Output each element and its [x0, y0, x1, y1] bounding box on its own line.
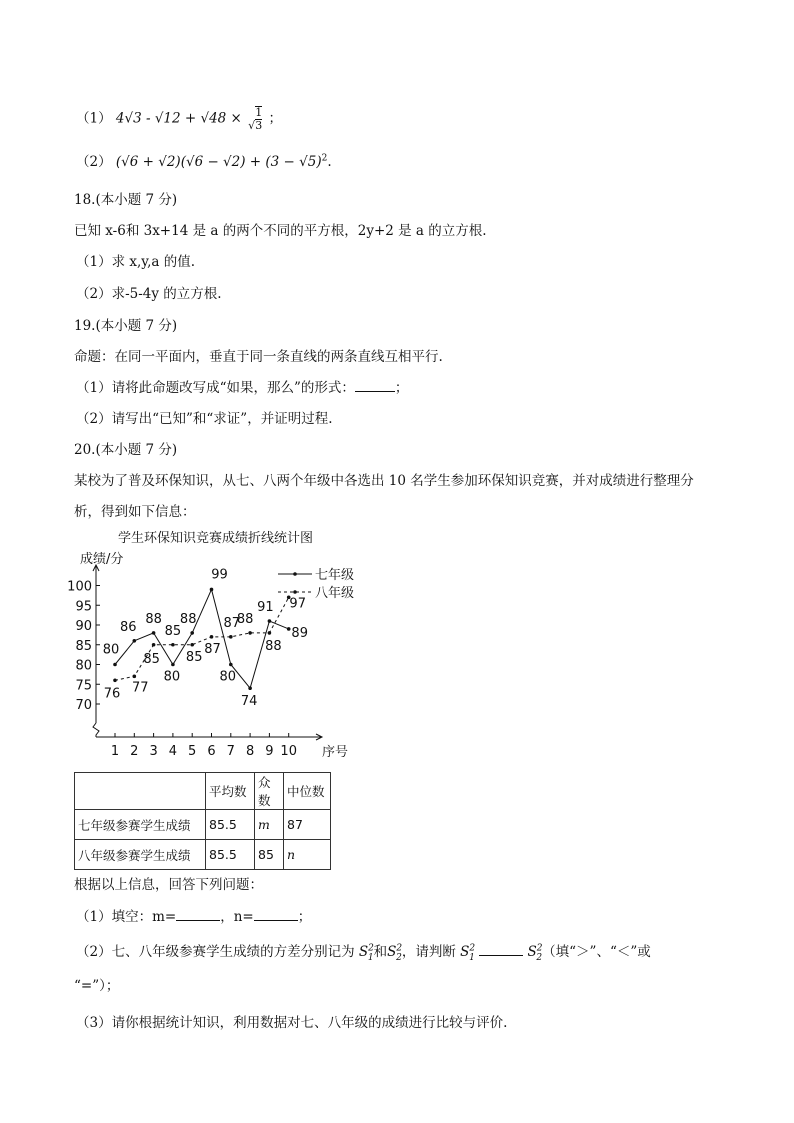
- y-tick-label: 80: [75, 658, 92, 674]
- data-label: 88: [236, 611, 254, 627]
- table-cell: m: [255, 810, 284, 840]
- data-label: 97: [289, 596, 306, 612]
- x-tick-label: 6: [207, 744, 216, 759]
- q17-part2-expression: (√6 + √2)(√6 − √2) + (3 − √5): [115, 154, 322, 170]
- x-tick-label: 1: [110, 744, 120, 759]
- data-label: 76: [103, 686, 121, 702]
- q20-part1-text: （1）填空：m=: [76, 909, 177, 925]
- variance-subscript: 1: [469, 952, 475, 963]
- table-header-cell: 众数: [255, 773, 284, 810]
- q19-heading: 19.(本小题 7 分): [74, 318, 178, 334]
- y-tick-label: 75: [75, 678, 92, 694]
- data-label: 85: [143, 651, 160, 667]
- q19-part1-end: ；: [394, 380, 409, 396]
- variance-exponent: 2: [536, 943, 543, 954]
- q20-part2-text: （2）七、八年级参赛学生成绩的方差分别记为: [76, 944, 355, 960]
- data-label: 86: [120, 619, 137, 635]
- chart-x-axis-label: 序号: [322, 745, 349, 760]
- q20-part1: [76, 905, 311, 925]
- data-label: 99: [211, 567, 228, 583]
- q19-part1-text: （1）请将此命题改写成“如果，那么”的形式：: [76, 380, 355, 396]
- q17-part2-label: （2）: [76, 154, 112, 170]
- data-label: 85: [164, 623, 182, 639]
- q17-part2-end: .: [327, 154, 332, 170]
- line-chart: [60, 525, 360, 765]
- data-label: 80: [219, 669, 237, 685]
- q17-part1-end: ；: [268, 110, 282, 127]
- q17-part1: [76, 106, 282, 132]
- variance-symbol: S: [460, 944, 470, 960]
- data-label: 74: [240, 694, 258, 710]
- data-point: [248, 631, 252, 635]
- answer-blank-n[interactable]: [254, 908, 298, 921]
- q20-part2-judge: ，请判断: [401, 944, 456, 960]
- variance-subscript: 2: [396, 952, 402, 963]
- data-point: [190, 631, 194, 635]
- q20-part1-text-n: ，n=: [220, 909, 254, 925]
- q17-part1-label: （1）: [76, 110, 112, 127]
- data-label: 87: [204, 641, 221, 657]
- legend-label: 七年级: [315, 568, 355, 583]
- q20-part3: （3）请你根据统计知识，利用数据对七、八年级的成绩进行比较与评价.: [76, 1015, 508, 1031]
- table-cell: 85.5: [206, 840, 255, 870]
- data-label: 89: [291, 625, 308, 641]
- answer-blank-m[interactable]: [176, 908, 220, 921]
- q20-heading: 20.(本小题 7 分): [74, 442, 178, 458]
- q18-stem: 已知 x-6和 3x+14 是 a 的两个不同的平方根，2y+2 是 a 的立方根.: [74, 223, 487, 239]
- y-tick-label: 85: [75, 638, 92, 654]
- data-point: [171, 643, 175, 647]
- table-cell: 87: [284, 810, 331, 840]
- data-point: [268, 631, 272, 635]
- x-tick-label: 10: [280, 744, 297, 759]
- x-tick-label: 9: [265, 744, 274, 759]
- q18-heading: 18.(本小题 7 分): [74, 192, 178, 208]
- table-header-cell: 平均数: [206, 773, 255, 810]
- variance-s2: [387, 943, 403, 963]
- data-label: 85: [185, 649, 203, 665]
- q20-part2: [76, 940, 651, 963]
- table-cell: n: [284, 840, 331, 870]
- data-label: 77: [132, 680, 149, 696]
- data-point: [171, 663, 175, 667]
- table-row: [75, 840, 331, 870]
- data-point: [133, 675, 137, 679]
- variance-exponent: 2: [396, 943, 403, 954]
- x-tick-label: 7: [226, 744, 235, 759]
- data-point: [152, 631, 156, 635]
- stats-table: [74, 772, 331, 870]
- data-point: [133, 639, 137, 643]
- variance-exponent: 2: [368, 943, 374, 954]
- y-tick-label: 100: [67, 579, 92, 595]
- data-label: 88: [145, 611, 162, 627]
- table-header-cell: 中位数: [284, 773, 331, 810]
- table-header-row: [75, 773, 331, 810]
- variance-exponent: 2: [469, 943, 476, 954]
- legend-marker: [293, 572, 297, 576]
- fraction-denominator: 3: [255, 119, 263, 132]
- q17-part2-exponent: 2: [321, 153, 328, 164]
- q17-part2: [76, 150, 332, 170]
- variance-symbol: S: [387, 944, 397, 960]
- data-label: 88: [265, 638, 282, 654]
- y-tick-label: 70: [75, 698, 92, 713]
- table-cell: 85: [255, 840, 284, 870]
- legend-label: 八年级: [315, 586, 355, 601]
- q20-part1-end: ；: [297, 909, 312, 925]
- table-cell: 七年级参赛学生成绩: [75, 810, 206, 840]
- chart-y-axis-label: 成绩/分: [80, 552, 124, 567]
- variance-symbol: S: [358, 944, 369, 960]
- data-point: [229, 635, 233, 639]
- table-cell: 85.5: [206, 810, 255, 840]
- q20-after-text: 根据以上信息，回答下列问题：: [74, 877, 263, 893]
- y-tick-label: 90: [75, 619, 92, 634]
- data-point: [210, 588, 214, 592]
- answer-blank-compare[interactable]: [479, 943, 523, 956]
- table-row: [75, 810, 331, 840]
- variance-subscript: 1: [367, 952, 374, 963]
- q18-part1: （1）求 x,y,a 的值.: [76, 254, 196, 270]
- x-tick-label: 8: [245, 744, 255, 759]
- q19-stem: 命题：在同一平面内，垂直于同一条直线的两条直线互相平行.: [74, 349, 443, 365]
- y-tick-label: 95: [75, 599, 92, 615]
- data-point: [248, 686, 252, 690]
- q19-part2: （2）请写出“已知”和“求证”，并证明过程.: [76, 411, 333, 427]
- q17-part1-fraction: √ $\frac{1}{3}$: [248, 106, 263, 132]
- data-point: [113, 679, 117, 683]
- data-point: [268, 619, 272, 623]
- q20-stem-line2: 析，得到如下信息：: [74, 504, 196, 520]
- data-label: 87: [223, 615, 241, 631]
- q17-part1-expression: 4√3 - √12 + √48 ×: [115, 110, 242, 127]
- data-point: [287, 627, 291, 631]
- data-label: 80: [163, 669, 181, 685]
- answer-blank[interactable]: [355, 379, 395, 392]
- q18-part2: （2）求-5-4y 的立方根.: [76, 286, 222, 302]
- x-tick-label: 2: [130, 744, 139, 759]
- data-point: [113, 663, 117, 667]
- data-label: 88: [179, 611, 197, 627]
- table-cell: 八年级参赛学生成绩: [75, 840, 206, 870]
- data-label: 91: [257, 600, 274, 616]
- data-point: [229, 663, 233, 667]
- q19-part1: [76, 376, 408, 396]
- q20-part2-and: 和: [373, 944, 388, 960]
- table-header-cell: [75, 773, 206, 810]
- data-point: [190, 643, 194, 647]
- q20-part2-cont: “=”）；: [74, 978, 120, 994]
- chart-title: 学生环保知识竞赛成绩折线统计图: [118, 531, 314, 546]
- x-tick-label: 3: [149, 744, 158, 759]
- data-label: 80: [102, 642, 120, 658]
- fraction-numerator: 1: [255, 106, 263, 119]
- variance-s1: [358, 943, 374, 963]
- q20-part2-hint: （填“＞”、“＜”或: [542, 944, 651, 960]
- variance-s2-compare: [527, 943, 543, 963]
- x-tick-label: 5: [188, 744, 197, 759]
- x-tick-label: 4: [168, 744, 178, 759]
- data-point: [210, 635, 214, 639]
- variance-s1-compare: [460, 943, 476, 963]
- variance-symbol: S: [527, 944, 537, 960]
- data-point: [152, 643, 156, 647]
- q20-stem-line1: 某校为了普及环保知识，从七、八两个年级中各选出 10 名学生参加环保知识竞赛，并对成绩进行整理分: [74, 473, 694, 489]
- legend-marker: [293, 590, 297, 594]
- variance-subscript: 2: [536, 952, 543, 963]
- axis-break-mark: [93, 723, 99, 737]
